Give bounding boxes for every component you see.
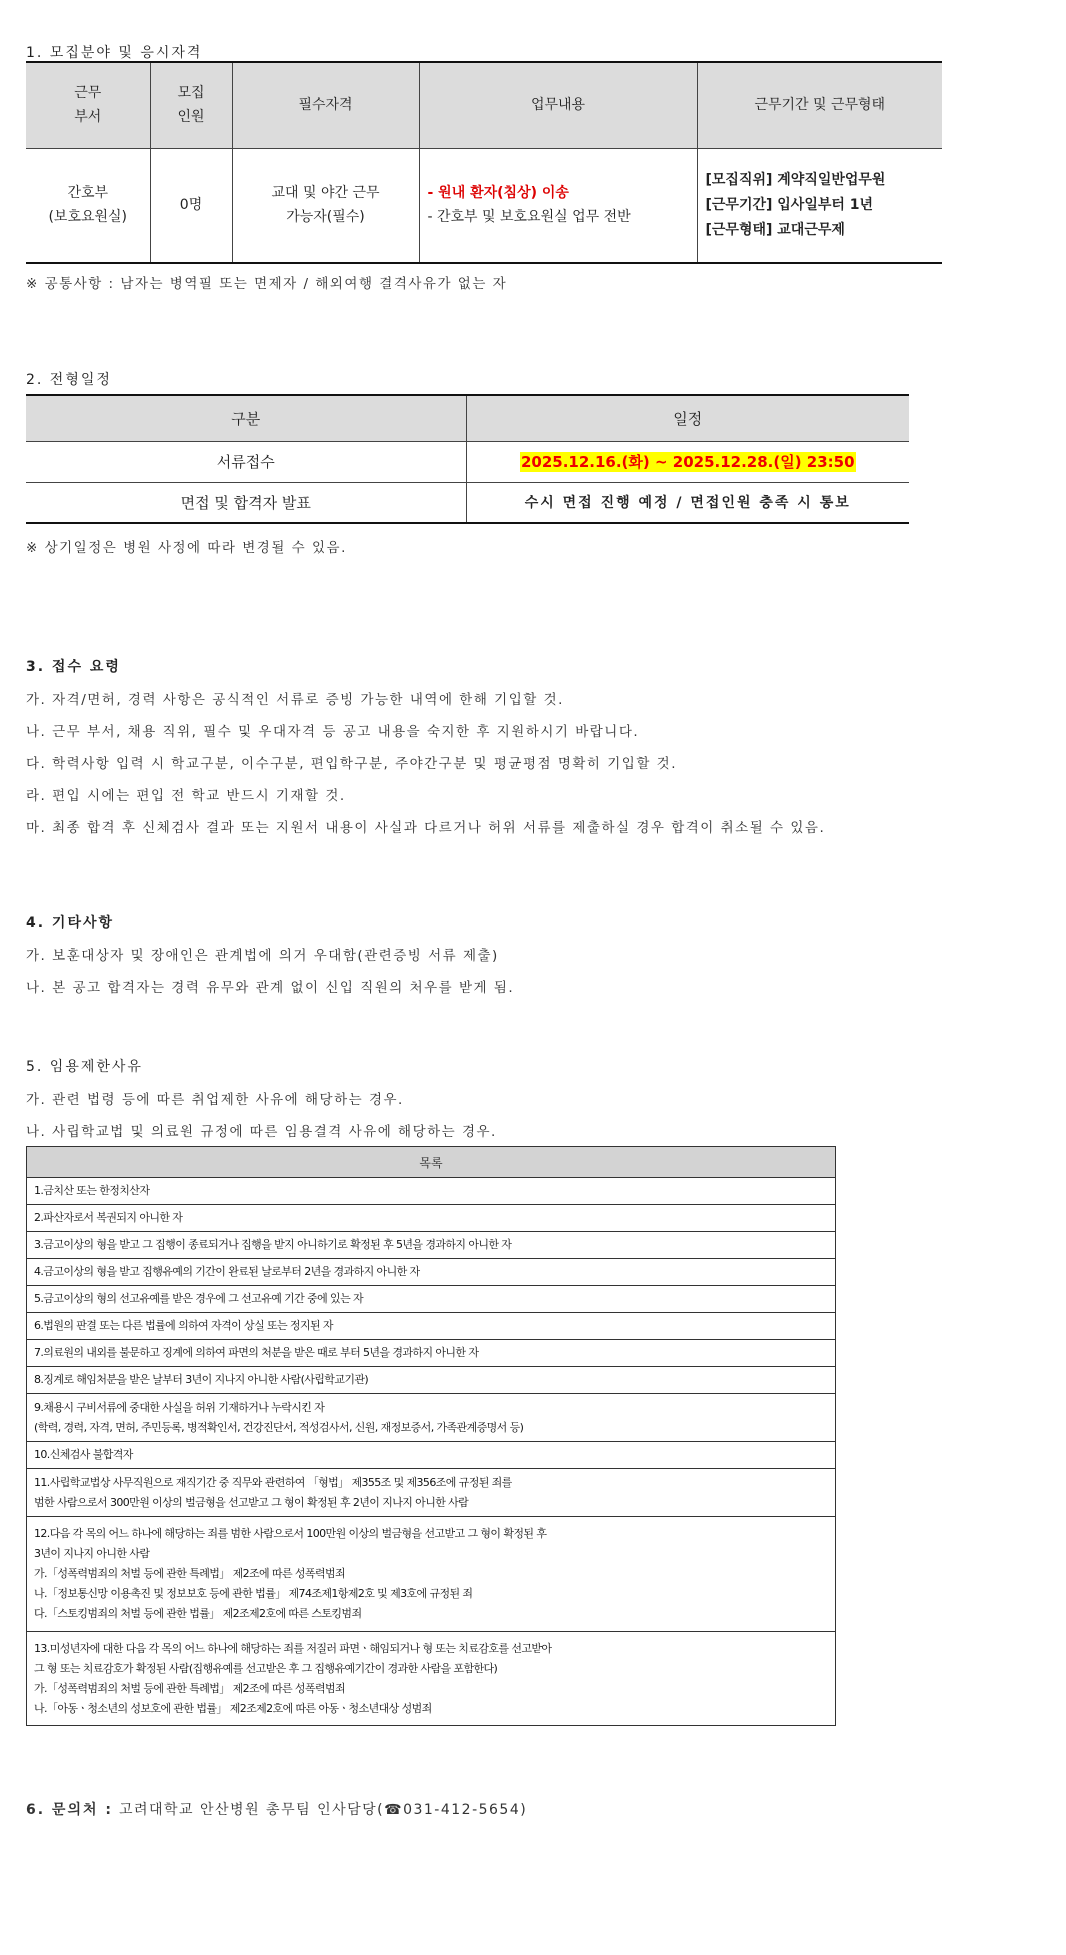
disqualification-cell	[27, 1442, 836, 1469]
header-dept	[26, 62, 150, 148]
header-duties: 업무내용	[419, 62, 697, 148]
disqualification-line: 10.신체검사 불합격자	[34, 1448, 133, 1461]
table-row	[27, 1632, 836, 1726]
disqualification-cell	[27, 1286, 836, 1313]
term-line: [근무기간] 입사일부터 1년	[705, 196, 874, 213]
header-count-text: 모집 인원	[177, 85, 205, 126]
table-row	[26, 441, 909, 482]
list-item: 나. 본 공고 합격자는 경력 유무와 관계 없이 신입 직원의 처우를 받게 됨.	[26, 980, 515, 996]
disqualification-line: 12.다음 각 목의 어느 하나에 해당하는 죄를 범한 사람으로서 100만원 이상의 벌금형을 선고받고 그 형이 확정된 후	[34, 1527, 547, 1540]
dept-line: 간호부	[67, 185, 109, 202]
header-qualification: 필수자격	[232, 62, 419, 148]
schedule-text: 수시 면접 진행 예정 / 면접인원 충족 시 통보	[524, 495, 851, 512]
disqualification-cell	[27, 1632, 836, 1726]
table-row	[27, 1178, 836, 1205]
cell-duties	[419, 148, 697, 263]
header-dept-text: 근무 부서	[74, 85, 102, 126]
section-5-title: 5. 임용제한사유	[26, 1059, 143, 1075]
header-count	[150, 62, 232, 148]
qual-line: 가능자(필수)	[286, 209, 365, 226]
cell-category: 면접 및 합격자 발표	[26, 482, 466, 523]
table-row	[27, 1442, 836, 1469]
cell-schedule	[466, 482, 909, 523]
list-item: 라. 편입 시에는 편입 전 학교 반드시 기재할 것.	[26, 788, 346, 804]
table-row	[27, 1394, 836, 1442]
disqualification-cell	[27, 1259, 836, 1286]
disqualification-line: 나.「아동ㆍ청소년의 성보호에 관한 법률」 제2조제2호에 따른 아동ㆍ청소년대상 성범죄	[34, 1701, 432, 1715]
term-line: [모집직위] 계약직일반업무원	[705, 171, 886, 188]
section-1-title: 1. 모집분야 및 응시자격	[26, 45, 203, 61]
table-row	[26, 148, 942, 263]
disqualification-line: 9.채용시 구비서류에 중대한 사실을 허위 기재하거나 누락시킨 자	[34, 1400, 325, 1414]
cell-schedule	[466, 441, 909, 482]
disqualification-table	[26, 1146, 836, 1726]
table-row	[27, 1205, 836, 1232]
list-item: 다. 학력사항 입력 시 학교구분, 이수구분, 편입학구분, 주야간구분 및 평균평점 명확히 기입할 것.	[26, 756, 678, 772]
disqualification-cell	[27, 1313, 836, 1340]
list-item: 나. 근무 부서, 채용 직위, 필수 및 우대자격 등 공고 내용을 숙지한 후 지원하시기 바랍니다.	[26, 724, 640, 740]
disqualification-line: 3.금고이상의 형을 받고 그 집행이 종료되거나 집행을 받지 아니하기로 확정된 후 5년을 경과하지 아니한 자	[34, 1238, 512, 1251]
duty-line-highlight: - 원내 환자(침상) 이송	[427, 185, 569, 202]
disqualification-line: 6.법원의 판결 또는 다른 법률에 의하여 자격이 상실 또는 정지된 자	[34, 1319, 333, 1332]
schedule-highlight: 2025.12.16.(화) ~ 2025.12.28.(일) 23:50	[520, 453, 855, 471]
section-2-note: ※ 상기일정은 병원 사정에 따라 변경될 수 있음.	[26, 540, 347, 556]
disqualification-cell	[27, 1205, 836, 1232]
contact-line	[26, 1799, 527, 1819]
disqualification-line: 1.금치산 또는 한정치산자	[34, 1184, 150, 1197]
section-4-title: 4. 기타사항	[26, 915, 115, 931]
table-row	[26, 482, 909, 523]
disqualification-line: 2.파산자로서 복권되지 아니한 자	[34, 1211, 183, 1224]
disqualification-line: 3년이 지나지 아니한 사람	[34, 1547, 150, 1560]
section-6-title: 6. 문의처 :	[26, 1802, 113, 1818]
section-2-title: 2. 전형일정	[26, 372, 112, 388]
schedule-table	[26, 394, 909, 524]
disqualification-cell	[27, 1469, 836, 1517]
recruitment-table	[26, 61, 942, 264]
disqualification-line: 8.징계로 해임처분을 받은 날부터 3년이 지나지 아니한 사람(사립학교기관)	[34, 1373, 369, 1386]
cell-count: 0명	[150, 148, 232, 263]
list-item: 가. 보훈대상자 및 장애인은 관계법에 의거 우대함(관련증빙 서류 제출)	[26, 948, 499, 964]
disqualification-cell	[27, 1178, 836, 1205]
table-row	[27, 1367, 836, 1394]
list-item: 가. 자격/면허, 경력 사항은 공식적인 서류로 증빙 가능한 내역에 한해 기입할 것.	[26, 692, 564, 708]
header-list: 목록	[27, 1147, 836, 1178]
disqualification-line: 범한 사람으로서 300만원 이상의 벌금형을 선고받고 그 형이 확정된 후 2년이 지나지 아니한 사람	[34, 1495, 469, 1509]
table-row	[27, 1517, 836, 1632]
table-row	[27, 1286, 836, 1313]
header-category: 구분	[26, 395, 466, 441]
contact-text: 고려대학교 안산병원 총무팀 인사담당(☎031-412-5654)	[118, 1802, 528, 1818]
disqualification-cell	[27, 1394, 836, 1442]
disqualification-line: 4.금고이상의 형을 받고 집행유예의 기간이 완료된 날로부터 2년을 경과하지 아니한 자	[34, 1265, 420, 1278]
disqualification-cell	[27, 1232, 836, 1259]
duty-line: - 간호부 및 보호요원실 업무 전반	[427, 209, 631, 226]
disqualification-line: 그 형 또는 치료감호가 확정된 사람(집행유예를 선고받은 후 그 집행유예기간이 경과한 사람을 포함한다)	[34, 1661, 498, 1675]
section-1-note: ※ 공통사항 : 남자는 병역필 또는 면제자 / 해외여행 결격사유가 없는 자	[26, 276, 508, 292]
header-schedule: 일정	[466, 395, 909, 441]
section-3-title: 3. 접수 요령	[26, 659, 121, 675]
list-item: 나. 사립학교법 및 의료원 규정에 따른 임용결격 사유에 해당하는 경우.	[26, 1124, 497, 1140]
disqualification-line: 가.「성폭력범죄의 처벌 등에 관한 특례법」 제2조에 따른 성폭력범죄	[34, 1681, 346, 1695]
disqualification-cell	[27, 1517, 836, 1632]
header-term: 근무기간 및 근무형태	[697, 62, 942, 148]
table-row	[27, 1469, 836, 1517]
table-row	[27, 1313, 836, 1340]
table-row	[27, 1340, 836, 1367]
disqualification-cell	[27, 1367, 836, 1394]
cell-dept	[26, 148, 150, 263]
qual-line: 교대 및 야간 근무	[271, 185, 380, 202]
disqualification-line: 다.「스토킹범죄의 처벌 등에 관한 법률」 제2조제2호에 따른 스토킹범죄	[34, 1607, 362, 1620]
term-line: [근무형태] 교대근무제	[705, 221, 845, 238]
list-item: 가. 관련 법령 등에 따른 취업제한 사유에 해당하는 경우.	[26, 1092, 404, 1108]
list-item: 마. 최종 합격 후 신체검사 결과 또는 지원서 내용이 사실과 다르거나 허위 서류를 제출하실 경우 합격이 취소될 수 있음.	[26, 820, 826, 836]
table-row	[27, 1232, 836, 1259]
disqualification-cell	[27, 1340, 836, 1367]
cell-qualification	[232, 148, 419, 263]
disqualification-line: 13.미성년자에 대한 다음 각 목의 어느 하나에 해당하는 죄를 저질러 파면ㆍ해임되거나 형 또는 치료감호를 선고받아	[34, 1641, 552, 1655]
dept-line: (보호요원실)	[48, 209, 128, 226]
table-row	[27, 1259, 836, 1286]
disqualification-line: 가.「성폭력범죄의 처벌 등에 관한 특례법」 제2조에 따른 성폭력범죄	[34, 1567, 346, 1580]
cell-category: 서류접수	[26, 441, 466, 482]
disqualification-line: 11.사립학교법상 사무직원으로 재직기간 중 직무와 관련하여 「형법」 제355조 및 제356조에 규정된 죄를	[34, 1475, 512, 1489]
disqualification-line: 나.「정보통신망 이용촉진 및 정보보호 등에 관한 법률」 제74조제1항제2호 및 제3호에 규정된 죄	[34, 1587, 473, 1600]
disqualification-line: 7.의료원의 내외를 불문하고 징계에 의하여 파면의 처분을 받은 때로 부터 5년을 경과하지 아니한 자	[34, 1346, 479, 1359]
disqualification-line: 5.금고이상의 형의 선고유예를 받은 경우에 그 선고유예 기간 중에 있는 자	[34, 1292, 364, 1305]
cell-term	[697, 148, 942, 263]
disqualification-line: (학력, 경력, 자격, 면허, 주민등록, 병적확인서, 건강진단서, 적성검사서, 신원, 재정보증서, 가족관계증명서 등)	[34, 1420, 524, 1434]
